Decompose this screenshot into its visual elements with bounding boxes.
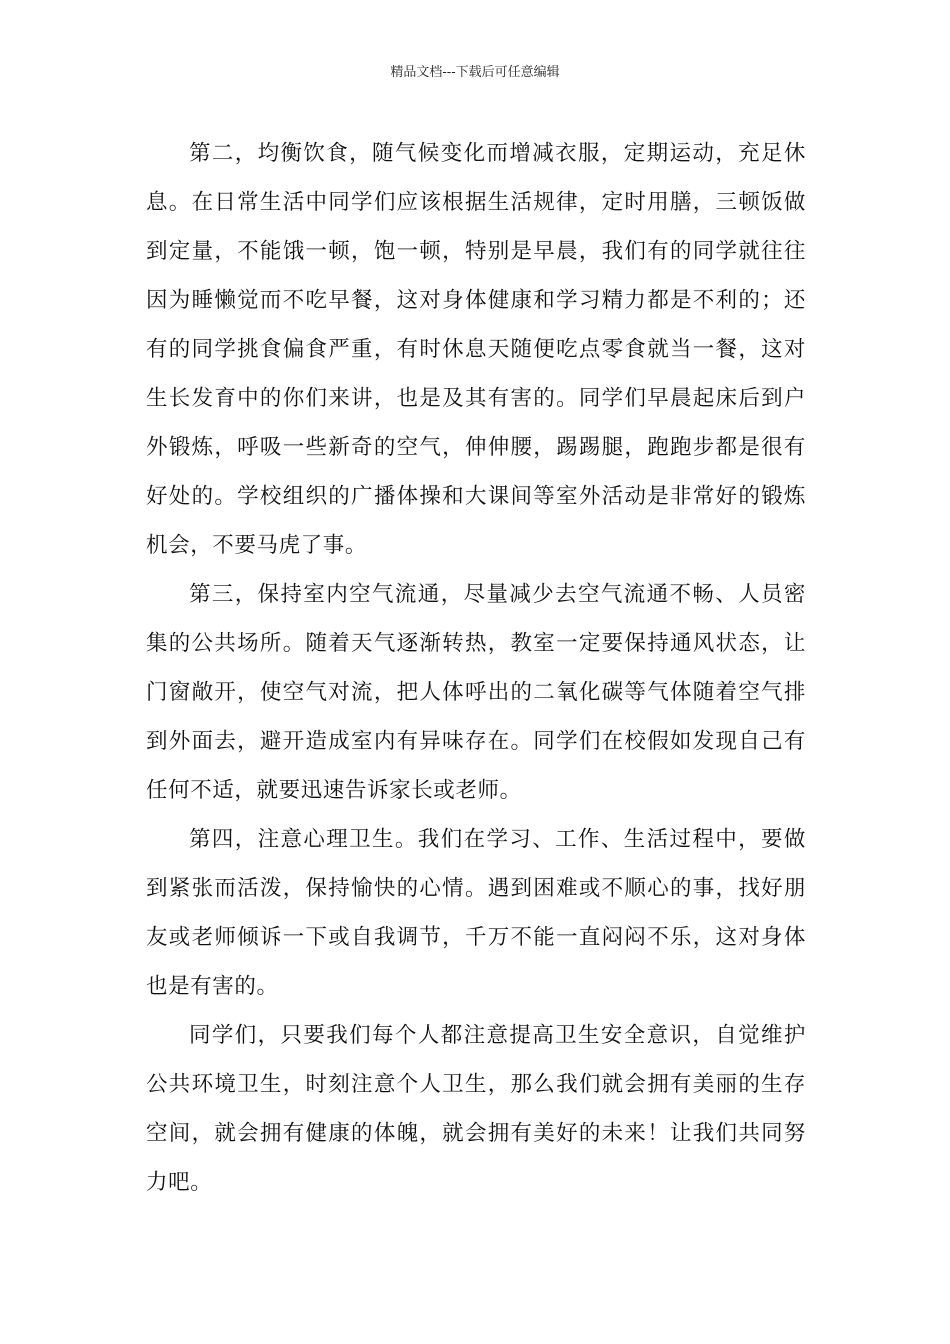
paragraph-ventilation: 第三，保持室内空气流通，尽量减少去空气流通不畅、人员密集的公共场所。随着天气逐渐转热，教室一定要保持通风状态，让门窗敞开，使空气对流，把人体呼出的二氧化碳等气体随着空气排到外面去，避开造成室内有异味存在。同学们在校假如发现自己有任何不适，就要迅速告诉家长或老师。	[146, 582, 806, 803]
document-body	[146, 129, 806, 1207]
page-header: 精品文档---下载后可任意编辑	[390, 65, 560, 80]
paragraph-diet-exercise: 第二，均衡饮食，随气候变化而增减衣服，定期运动，充足休息。在日常生活中同学们应该根据生活规律，定时用膳，三顿饭做到定量，不能饿一顿，饱一顿，特别是早晨，我们有的同学就往往因为睡懒觉而不吃早餐，这对身体健康和学习精力都是不利的；还有的同学挑食偏食严重，有时休息天随便吃点零食就当一餐，这对生长发育中的你们来讲，也是及其有害的。同学们早晨起床后到户外锻炼，呼吸一些新奇的空气，伸伸腰，踢踢腿，跑跑步都是很有好处的。学校组织的广播体操和大课间等室外活动是非常好的锻炼机会，不要马虎了事。	[146, 141, 806, 558]
paragraph-conclusion: 同学们，只要我们每个人都注意提高卫生安全意识，自觉维护公共环境卫生，时刻注意个人卫生，那么我们就会拥有美丽的生存空间，就会拥有健康的体魄，就会拥有美好的未来！让我们共同努力吧。	[146, 1023, 806, 1195]
paragraph-mental-health: 第四，注意心理卫生。我们在学习、工作、生活过程中，要做到紧张而活泼，保持愉快的心情。遇到困难或不顺心的事，找好朋友或老师倾诉一下或自我调节，千万不能一直闷闷不乐，这对身体也是有害的。	[146, 827, 806, 999]
